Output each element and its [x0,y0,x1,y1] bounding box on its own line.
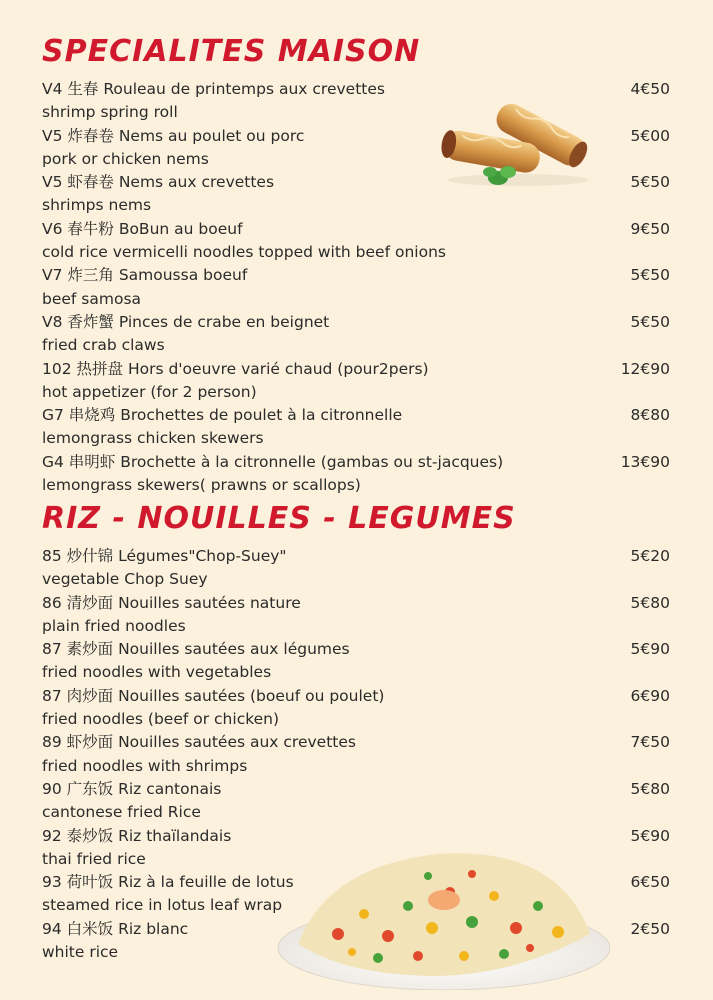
menu-item-translation: vegetable Chop Suey [42,570,208,589]
menu-item-translation: shrimps nems [42,196,152,215]
menu-item-price: 5€50 [630,312,670,331]
menu-item-name: 102 热拼盘 Hors d'oeuvre varié chaud (pour2pers) [42,359,429,378]
menu-item-name: 92 泰炒饭 Riz thaïlandais [42,826,232,845]
spring-rolls-image [438,92,590,188]
menu-item-price: 5€20 [630,547,670,565]
menu-item-name: V5 炸春卷 Nems au poulet ou porc [42,126,305,145]
menu-item [42,404,672,451]
menu-item-translation: beef samosa [42,289,142,308]
menu-item-translation: pork or chicken nems [42,149,209,168]
menu-item-name: 90 广东饭 Riz cantonais [42,779,222,798]
menu-item-price: 12€90 [620,359,670,378]
menu-item [42,545,672,592]
menu-item [42,592,672,639]
menu-item-translation: thai fried rice [42,849,146,868]
menu-item-name: V6 春牛粉 BoBun au boeuf [42,219,243,238]
menu-item-price: 9€50 [630,219,670,238]
menu-item-translation: cantonese fried Rice [42,803,201,822]
menu-item [42,218,672,265]
menu-item-translation: shrimp spring roll [42,103,178,122]
section-title-riz-nouilles-legumes: RIZ - NOUILLES - LEGUMES [42,501,516,536]
menu-item-translation: lemongrass chicken skewers [42,429,264,448]
menu-item-translation: fried noodles (beef or chicken) [42,710,280,729]
fried-rice-image [268,836,610,990]
menu-item-name: V7 炸三角 Samoussa boeuf [42,266,248,285]
menu-item-name: 85 炒什锦 Légumes"Chop-Suey" [42,547,287,565]
menu-item-translation: white rice [42,943,119,962]
menu-item-price: 5€00 [630,126,670,145]
menu-item-translation: steamed rice in lotus leaf wrap [42,896,283,915]
menu-item-name: 94 白米饭 Riz blanc [42,919,189,938]
menu-item-price: 5€90 [630,640,670,659]
menu-item-price: 6€90 [630,686,670,705]
section-title-specialites: SPECIALITES MAISON [42,34,421,69]
menu-item-price: 8€80 [630,406,670,425]
menu-item-price: 7€50 [630,733,670,752]
menu-item [42,358,672,405]
menu-item [42,731,672,778]
menu-item-name: 87 肉炒面 Nouilles sautées (boeuf ou poulet) [42,686,385,705]
menu-item-translation: hot appetizer (for 2 person) [42,382,257,401]
menu-item-translation: fried noodles with shrimps [42,756,248,775]
menu-item [42,311,672,358]
menu-item-translation: fried crab claws [42,336,165,355]
menu-item-price: 5€90 [630,826,670,845]
menu-item-price: 2€50 [630,919,670,938]
menu-item-name: G7 串烧鸡 Brochettes de poulet à la citronnelle [42,406,403,425]
menu-item-name: 86 清炒面 Nouilles sautées nature [42,593,301,612]
menu-item-price: 5€80 [630,779,670,798]
menu-item [42,685,672,732]
menu-item-price: 4€50 [630,80,670,98]
menu-item-name: 89 虾炒面 Nouilles sautées aux crevettes [42,733,356,752]
menu-item-name: G4 串明虾 Brochette à la citronnelle (gambas ou st-jacques) [42,452,504,471]
menu-item-name: V4 生春 Rouleau de printemps aux crevettes [42,80,385,98]
menu-item-price: 5€50 [630,266,670,285]
menu-item-translation: lemongrass skewers( prawns or scallops) [42,476,361,495]
menu-item [42,778,672,825]
menu-item-price: 6€50 [630,873,670,892]
menu-item-translation: plain fried noodles [42,616,186,635]
menu-item-price: 13€90 [620,452,670,471]
menu-item-name: V5 虾春卷 Nems aux crevettes [42,173,275,192]
menu-item [42,264,672,311]
menu-item [42,451,672,498]
menu-item-price: 5€80 [630,593,670,612]
menu-item-name: 93 荷叶饭 Riz à la feuille de lotus [42,873,294,892]
menu-item-translation: fried noodles with vegetables [42,663,272,682]
menu-item-translation: cold rice vermicelli noodles topped with beef onions [42,243,446,262]
menu-item-price: 5€50 [630,173,670,192]
menu-item [42,638,672,685]
menu-item-name: V8 香炸蟹 Pinces de crabe en beignet [42,312,330,331]
menu-item-name: 87 素炒面 Nouilles sautées aux légumes [42,640,350,659]
